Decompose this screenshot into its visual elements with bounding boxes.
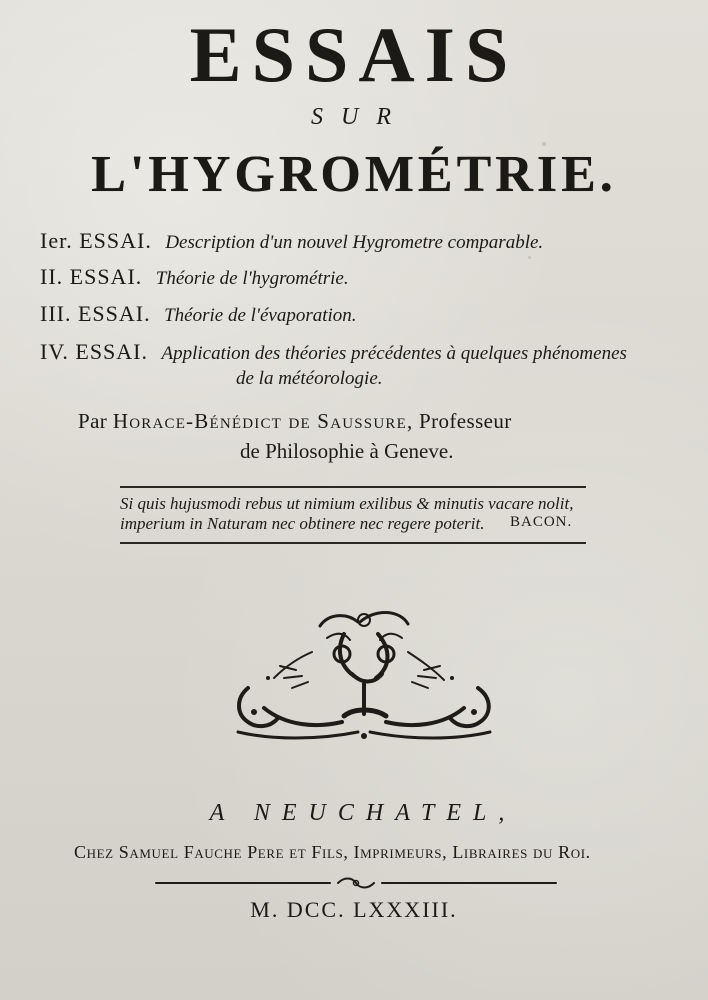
quote-line-1: Si quis hujusmodi rebus ut nimium exilibus & minutis vacare nolit, [120, 494, 574, 513]
essai-line-2 [40, 264, 660, 290]
quote-source: BACON. [510, 514, 573, 530]
publication-place: A NEUCHATEL, [209, 800, 517, 826]
essai-description: Application des théories précédentes à quelques phénomenes [161, 343, 627, 364]
author-name: Horace-Bénédict de Saussure, [112, 409, 414, 433]
author-role: Professeur [419, 409, 512, 433]
quote-line-2: imperium in Naturam nec obtinere nec regere poterit. [120, 514, 485, 533]
publication-year: M. DCC. LXXXIII. [250, 897, 458, 922]
essai-continuation: de la météorologie. [236, 368, 383, 389]
essai-line-4 [40, 339, 660, 365]
essai-number: Ier. ESSAI. [40, 228, 152, 253]
essai-description: Théorie de l'évaporation. [164, 305, 357, 326]
author-line [78, 409, 638, 434]
quote-rule-top [120, 486, 586, 488]
paper-speck [404, 812, 407, 815]
essai-number: II. ESSAI. [40, 264, 143, 289]
essai-description: Théorie de l'hygrométrie. [155, 268, 349, 289]
ornamental-rule [152, 876, 560, 890]
essai-description: Description d'un nouvel Hygrometre comparable. [165, 232, 544, 253]
author-prefix: Par [78, 409, 108, 433]
publisher-line: Chez Samuel Fauche Pere et Fils, Imprimeurs, Libraires du Roi. [74, 842, 591, 862]
paper-speck [542, 142, 546, 146]
essai-line-3 [40, 301, 660, 327]
ornamental-vignette [226, 604, 502, 752]
essai-number: IV. ESSAI. [40, 339, 149, 364]
title-connector: SUR [311, 104, 409, 130]
main-title: ESSAIS [189, 11, 519, 98]
author-affiliation: de Philosophie à Geneve. [240, 439, 454, 463]
quote-rule-bottom [120, 542, 586, 544]
paper-speck [528, 256, 531, 259]
subtitle: L'HYGROMÉTRIE. [91, 146, 617, 203]
essai-line-1 [40, 228, 660, 254]
essai-number: III. ESSAI. [40, 301, 151, 326]
